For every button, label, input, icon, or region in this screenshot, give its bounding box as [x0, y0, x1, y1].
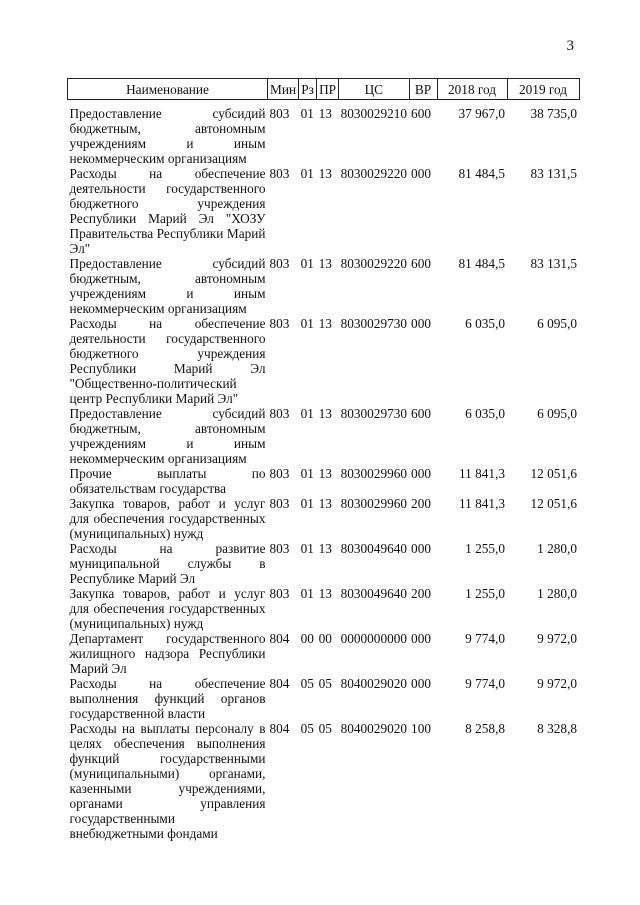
table-row [68, 721, 580, 841]
table-row [68, 406, 580, 466]
table-row [68, 256, 580, 316]
cell-min: 803 [269, 541, 290, 556]
cell-cs: 8030049640 [340, 586, 408, 601]
cell-min: 803 [269, 466, 290, 481]
cell-min: 804 [269, 721, 290, 736]
cell-min: 804 [269, 676, 290, 691]
cell-cs: 8040029020 [340, 721, 408, 736]
header-vr: ВР [409, 79, 437, 100]
header-2018: 2018 год [437, 79, 507, 100]
table-row [68, 586, 580, 631]
header-min: Мин [268, 79, 299, 100]
cell-2019: 8 328,8 [537, 721, 578, 736]
cell-2019: 83 131,5 [530, 256, 578, 271]
cell-vr: 000 [411, 166, 431, 181]
cell-rz: 01 [300, 256, 314, 271]
cell-vr: 000 [411, 541, 431, 556]
cell-name: Департамент государственного жилищного надзора Республики Марий Эл [69, 631, 266, 676]
cell-pr: 13 [318, 496, 332, 511]
table-row [68, 100, 580, 167]
cell-vr: 100 [411, 721, 431, 736]
cell-pr: 13 [318, 166, 332, 181]
cell-cs: 8040029020 [340, 676, 408, 691]
cell-min: 804 [269, 631, 290, 646]
cell-rz: 01 [300, 316, 314, 331]
cell-2019: 12 051,6 [530, 496, 578, 511]
cell-pr: 13 [318, 106, 332, 121]
cell-rz: 00 [300, 631, 314, 646]
cell-cs: 8030029960 [340, 496, 408, 511]
cell-min: 803 [269, 406, 290, 421]
cell-min: 803 [269, 586, 290, 601]
cell-2018: 1 255,0 [465, 541, 506, 556]
cell-2018: 81 484,5 [458, 256, 506, 271]
cell-2018: 11 841,3 [459, 496, 506, 511]
cell-2018: 9 774,0 [465, 676, 506, 691]
cell-min: 803 [269, 166, 290, 181]
cell-name: Расходы на выплаты персоналу в целях обеспечения выполнения функций государственными (муниципальными) органами, казенными учреждениями, органами управления государственными внебюджетными фондами [69, 721, 266, 841]
header-rz: Рз [299, 79, 317, 100]
cell-vr: 000 [411, 676, 431, 691]
cell-name: Закупка товаров, работ и услуг для обеспечения государственных (муниципальных) нужд [69, 586, 266, 631]
cell-cs: 8030029220 [340, 256, 408, 271]
cell-vr: 000 [411, 466, 431, 481]
cell-cs: 8030029960 [340, 466, 408, 481]
cell-rz: 05 [300, 676, 314, 691]
cell-name: Расходы на обеспечение выполнения функций органов государственной власти [69, 676, 266, 721]
cell-rz: 01 [300, 586, 314, 601]
table-row [68, 166, 580, 256]
table-row [68, 496, 580, 541]
table-header-row [68, 79, 580, 100]
table-row [68, 676, 580, 721]
cell-cs: 0000000000 [340, 631, 408, 646]
page-number: 3 [566, 38, 574, 54]
cell-pr: 13 [318, 541, 332, 556]
cell-pr: 13 [318, 406, 332, 421]
cell-cs: 8030029210 [340, 106, 408, 121]
cell-2018: 37 967,0 [458, 106, 506, 121]
cell-cs: 8030049640 [340, 541, 408, 556]
cell-min: 803 [269, 496, 290, 511]
cell-2019: 12 051,6 [530, 466, 578, 481]
header-cs: ЦС [339, 79, 409, 100]
cell-name: Прочие выплаты по обязательствам государства [69, 466, 266, 496]
header-2019: 2019 год [507, 79, 579, 100]
cell-rz: 01 [300, 166, 314, 181]
cell-2018: 6 035,0 [465, 406, 506, 421]
cell-2018: 8 258,8 [465, 721, 506, 736]
table-row [68, 631, 580, 676]
header-pr: ПР [317, 79, 339, 100]
cell-pr: 13 [318, 586, 332, 601]
cell-cs: 8030029730 [340, 406, 408, 421]
cell-vr: 000 [411, 316, 431, 331]
cell-rz: 01 [300, 496, 314, 511]
cell-name: Расходы на развитие муниципальной службы в Республике Марий Эл [69, 541, 266, 586]
cell-name: Предоставление субсидий бюджетным, автономным учреждениям и иным некоммерческим организациям [69, 106, 266, 166]
cell-rz: 01 [300, 406, 314, 421]
cell-2019: 9 972,0 [537, 676, 578, 691]
cell-name: Предоставление субсидий бюджетным, автономным учреждениям и иным некоммерческим организациям [69, 256, 266, 316]
cell-cs: 8030029220 [340, 166, 408, 181]
cell-rz: 01 [300, 466, 314, 481]
cell-name: Предоставление субсидий бюджетным, автономным учреждениям и иным некоммерческим организациям [69, 406, 266, 466]
cell-name: Расходы на обеспечение деятельности государственного бюджетного учреждения Республики Марий Эл "ХОЗУ Правительства Республики Марий Эл" [69, 166, 266, 256]
cell-name: Расходы на обеспечение деятельности государственного бюджетного учреждения Республики Марий Эл "Общественно-политический центр Республики Марий Эл" [69, 316, 266, 406]
budget-table [67, 78, 580, 841]
cell-2019: 83 131,5 [530, 166, 578, 181]
cell-2019: 9 972,0 [537, 631, 578, 646]
cell-2018: 81 484,5 [458, 166, 506, 181]
cell-2019: 6 095,0 [537, 316, 578, 331]
cell-pr: 13 [318, 316, 332, 331]
cell-name: Закупка товаров, работ и услуг для обеспечения государственных (муниципальных) нужд [69, 496, 266, 541]
cell-2019: 6 095,0 [537, 406, 578, 421]
cell-2019: 1 280,0 [537, 541, 578, 556]
cell-pr: 13 [318, 466, 332, 481]
cell-vr: 600 [411, 256, 431, 271]
cell-vr: 600 [411, 106, 431, 121]
cell-min: 803 [269, 106, 290, 121]
cell-rz: 01 [300, 541, 314, 556]
cell-2018: 9 774,0 [465, 631, 506, 646]
cell-vr: 000 [411, 631, 431, 646]
cell-vr: 600 [411, 406, 431, 421]
cell-2018: 6 035,0 [465, 316, 506, 331]
table-body [68, 100, 580, 842]
cell-min: 803 [269, 316, 290, 331]
cell-2019: 1 280,0 [537, 586, 578, 601]
cell-pr: 05 [318, 721, 332, 736]
table-row [68, 316, 580, 406]
cell-vr: 200 [411, 496, 431, 511]
cell-pr: 13 [318, 256, 332, 271]
cell-2019: 38 735,0 [530, 106, 578, 121]
header-name: Наименование [68, 79, 268, 100]
cell-min: 803 [269, 256, 290, 271]
cell-pr: 00 [318, 631, 332, 646]
cell-rz: 01 [300, 106, 314, 121]
table-row [68, 541, 580, 586]
cell-cs: 8030029730 [340, 316, 408, 331]
cell-pr: 05 [318, 676, 332, 691]
cell-rz: 05 [300, 721, 314, 736]
table-row [68, 466, 580, 496]
cell-2018: 11 841,3 [459, 466, 506, 481]
cell-vr: 200 [411, 586, 431, 601]
cell-2018: 1 255,0 [465, 586, 506, 601]
